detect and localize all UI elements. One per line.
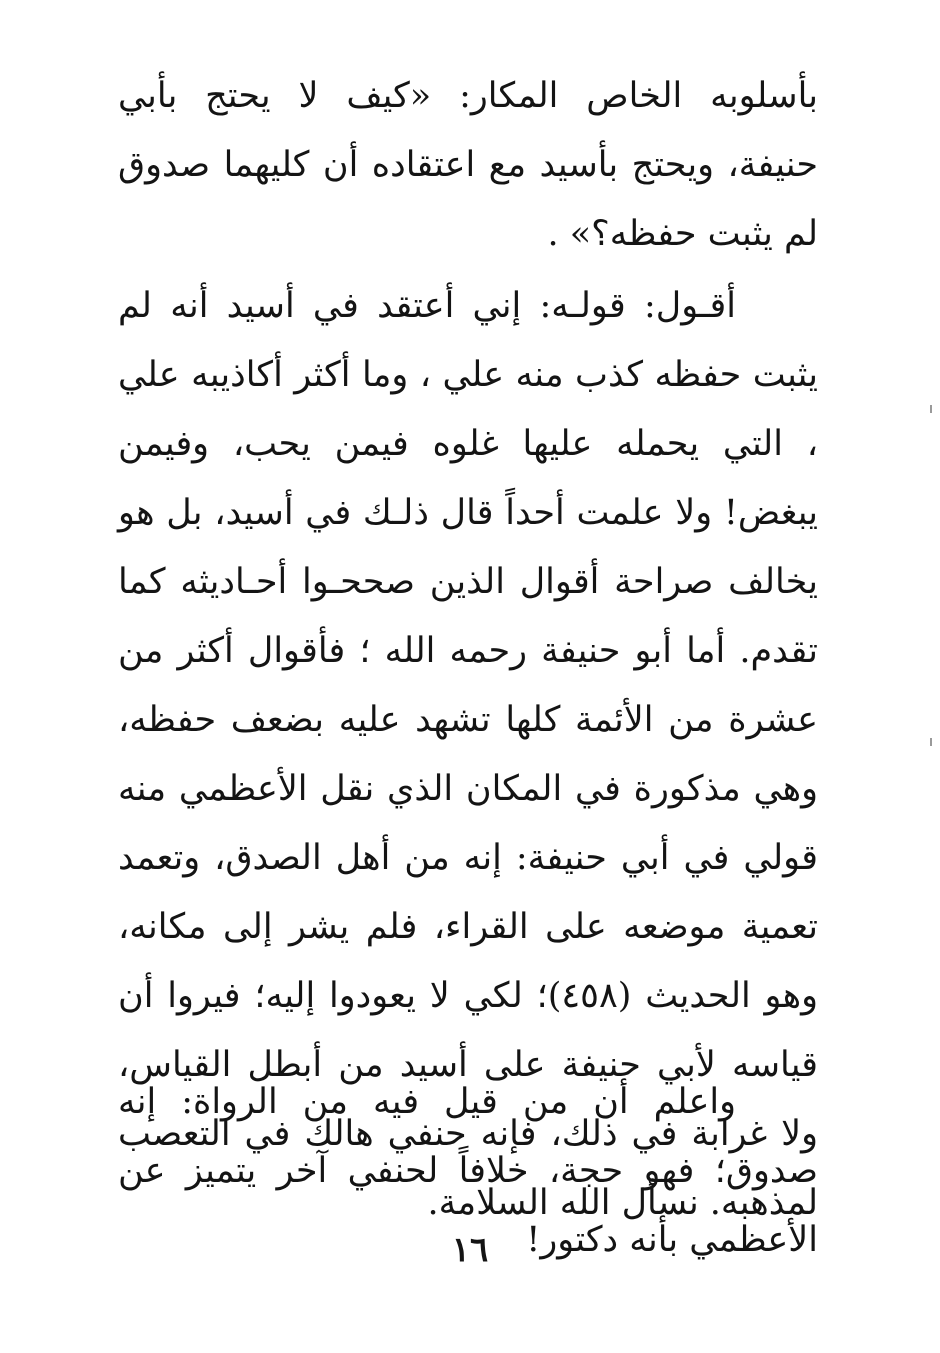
paragraph-text: واعلم أن من قيل فيه من الرواة: إنه صدوق؛ فهو حجة، خلافاً لحنفي آخر يتميز عن الأعظمي بأنه دكتور!	[118, 1082, 818, 1260]
scan-speck	[930, 738, 932, 746]
scan-speck	[930, 405, 932, 413]
paragraph-text: بأسلوبه الخاص المكار: «كيف لا يحتج بأبي حنيفة، ويحتج بأسيد مع اعتقاده أن كليهما صدوق لم يثبت حفظه؟» .	[118, 76, 818, 254]
paragraph-continuation	[118, 62, 818, 269]
paragraph-text: أقـول: قولـه: إني أعتقد في أسيد أنه لم يثبت حفظه كذب منه علي ، وما أكثر أكاذيبه علي ، التي يحمله عليها غلوه فيمن يحب، وفيمن يبغض! ولا علمت أحداً قال ذلـك في أسيد، بل هو يخالف صراحة أقوال الذين صححـوا أحـاديثه كما تقدم. أما أبو حنيفة رحمه الله ؛ فأقوال أكثر من عشرة من الأئمة كلها تشهد عليه بضعف حفظه، وهي مذكورة في المكان الذي نقل الأعظمي منه قولي في أبي حنيفة: إنه من أهل الصدق، وتعمد تعمية موضعه على القراء، فلم يشر إلى مكانه، وهو الحديث (٤٥٨)؛ لكي لا يعودوا إليه؛ فيروا أن قياسه لأبي حنيفة على أسيد من أبطل القياس، ولا غرابة في ذلك، فإنه حنفي هالك في التعصب لمذهبه. نسأل الله السلامة.	[118, 286, 818, 1223]
page-number: ١٦	[451, 1230, 489, 1270]
